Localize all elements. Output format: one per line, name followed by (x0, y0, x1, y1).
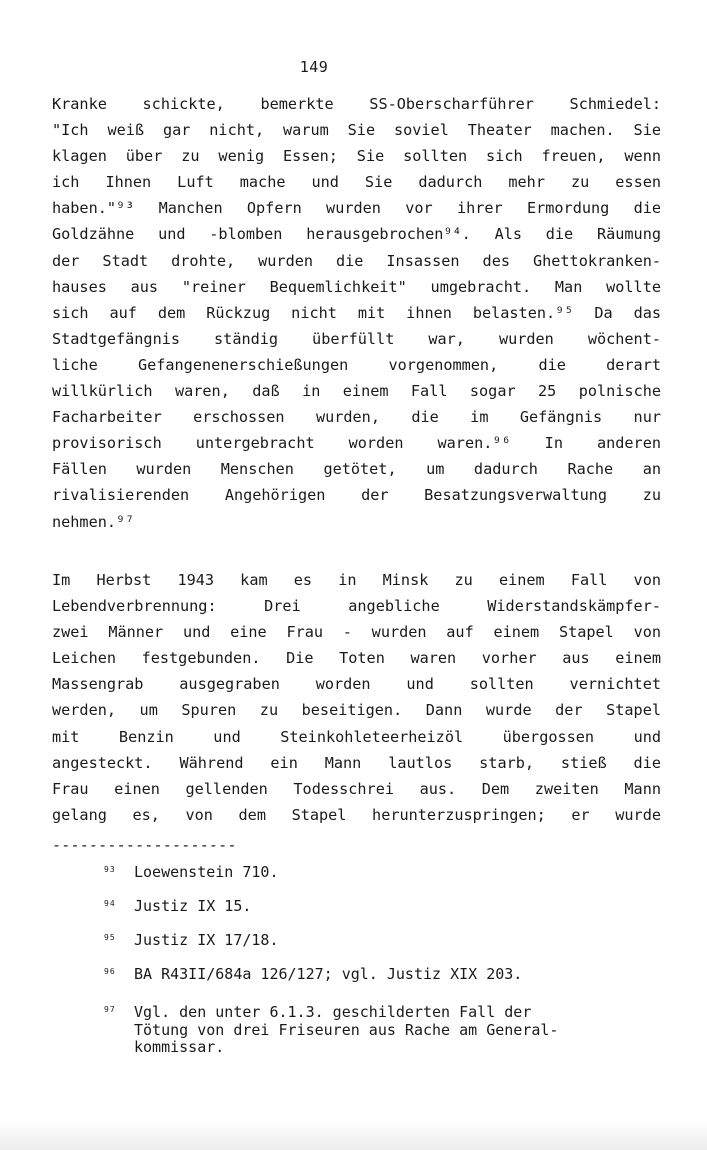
footnote-94 (104, 898, 251, 916)
text-line: sich auf dem Rückzug nicht mit ihnen belasten.⁹⁵ Da das (52, 303, 661, 322)
text-line: nehmen.⁹⁷ (52, 512, 135, 531)
text-line: Goldzähne und -blomben herausgebrochen⁹⁴. Als die Räumung (52, 225, 661, 244)
text-line: der Stadt drohte, wurden die Insassen des Ghettokranken- (52, 251, 661, 270)
text-line: Massengrab ausgegraben worden und sollten vernichtet (52, 675, 661, 694)
footnote-line: Tötung von drei Friseuren aus Rache am General- (134, 1020, 559, 1039)
footnote-text (134, 898, 251, 916)
footnote-number: 93 (104, 865, 116, 874)
page-number: 149 (299, 58, 329, 76)
body-paragraph-2 (52, 567, 661, 828)
text-line: haben."⁹³ Manchen Opfern wurden vor ihrer Ermordung die (52, 199, 661, 218)
footnote-text (134, 864, 279, 882)
text-line: hauses aus "reiner Bequemlichkeit" umgebracht. Man wollte (52, 277, 661, 296)
text-line: provisorisch untergebracht worden waren.⁹⁶ In anderen (52, 434, 661, 453)
footnote-number: 96 (104, 967, 116, 976)
footnote-text (134, 1004, 558, 1057)
text-line: Leichen festgebunden. Die Toten waren vorher aus einem (52, 649, 661, 668)
footnote-text (134, 932, 279, 950)
scan-edge-shadow (0, 1122, 707, 1150)
text-line: mit Benzin und Steinkohleteerheizöl übergossen und (52, 727, 661, 746)
text-line: "Ich weiß gar nicht, warum Sie soviel Theater machen. Sie (52, 121, 661, 140)
footnote-97 (104, 1004, 558, 1057)
body-paragraph-1 (52, 91, 661, 535)
text-line: willkürlich waren, daß in einem Fall sogar 25 polnische (52, 382, 661, 401)
footnote-number: 94 (104, 899, 116, 908)
footnote-96 (104, 966, 522, 984)
footnote-separator: -------------------- (52, 836, 237, 854)
footnote-line: Vgl. den unter 6.1.3. geschilderten Fall der (134, 1003, 532, 1021)
footnote-line: Justiz IX 17/18. (134, 931, 279, 949)
text-line: zwei Männer und eine Frau - wurden auf einem Stapel von (52, 623, 661, 642)
text-line: Fällen wurden Menschen getötet, um dadurch Rache an (52, 460, 661, 479)
text-line: Frau einen gellenden Todesschrei aus. Dem zweiten Mann (52, 779, 661, 798)
footnote-number: 95 (104, 933, 116, 942)
footnote-line: Justiz IX 15. (134, 897, 252, 915)
text-line: liche Gefangenenerschießungen vorgenommen, die derart (52, 355, 661, 374)
footnote-line: kommissar. (134, 1038, 225, 1056)
text-line: Facharbeiter erschossen wurden, die im Gefängnis nur (52, 408, 661, 427)
text-line: Lebendverbrennung: Drei angebliche Widerstandskämpfer- (52, 597, 661, 616)
text-line: angesteckt. Während ein Mann lautlos starb, stieß die (52, 753, 661, 772)
text-line: Stadtgefängnis ständig überfüllt war, wurden wöchent- (52, 329, 661, 348)
text-line: klagen über zu wenig Essen; Sie sollten sich freuen, wenn (52, 147, 661, 166)
footnote-93 (104, 864, 279, 882)
text-line: Im Herbst 1943 kam es in Minsk zu einem Fall von (52, 571, 661, 589)
footnote-line: BA R43II/684a 126/127; vgl. Justiz XIX 203. (134, 965, 523, 983)
footnote-number: 97 (104, 1005, 116, 1014)
footnote-95 (104, 932, 279, 950)
text-line: werden, um Spuren zu beseitigen. Dann wurde der Stapel (52, 701, 661, 720)
footnote-text (134, 966, 522, 984)
text-line: gelang es, von dem Stapel herunterzuspringen; er wurde (52, 805, 661, 824)
text-line: ich Ihnen Luft mache und Sie dadurch mehr zu essen (52, 173, 661, 192)
text-line: rivalisierenden Angehörigen der Besatzungsverwaltung zu (52, 486, 661, 505)
text-line: Kranke schickte, bemerkte SS-Oberscharführer Schmiedel: (52, 95, 661, 113)
footnote-line: Loewenstein 710. (134, 863, 279, 881)
